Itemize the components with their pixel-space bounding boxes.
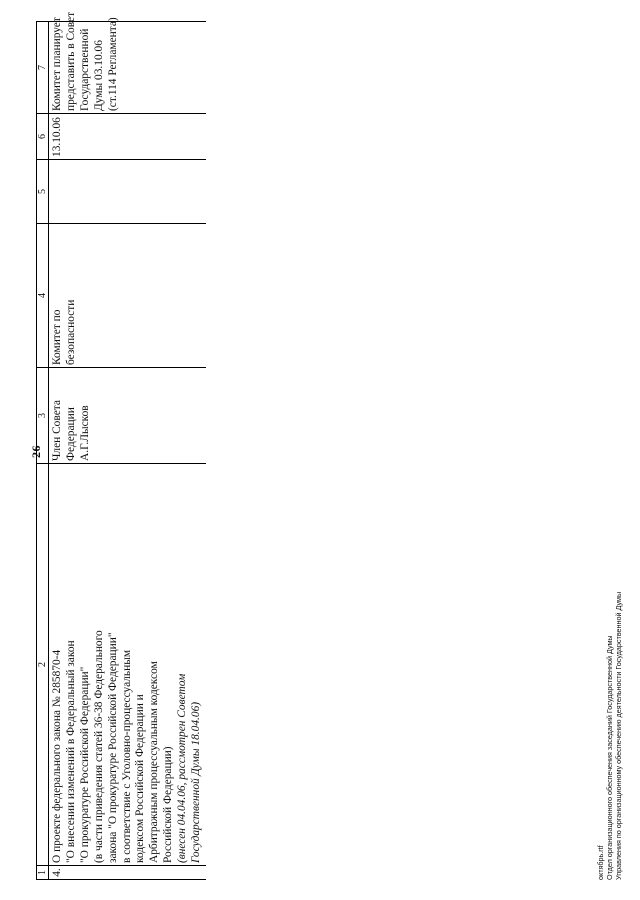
status-note-line: Комитет планирует: [51, 17, 63, 111]
bill-description-line: "О внесении изменений в Федеральный закон: [64, 640, 77, 863]
row-number: [49, 866, 206, 880]
bill-description-line: "О прокуратуре Российской Федерации": [78, 666, 91, 863]
row-number-text: 4.: [51, 868, 63, 877]
column-5-cell: [49, 160, 206, 224]
footer-department: Отдел организационного обеспечения заседаний Государственной Думы: [605, 635, 614, 880]
bills-table: [36, 11, 206, 880]
status-note-line: Государственной: [78, 28, 91, 111]
committee-line: Комитет по: [51, 309, 63, 365]
page-number: 26: [29, 445, 43, 458]
author-line: Федерации: [64, 407, 77, 461]
date-cell: [49, 114, 206, 160]
table-row: [49, 22, 206, 880]
bill-description-line: Российской Федерации): [162, 746, 175, 863]
status-note-line: представить в Совет: [64, 11, 77, 111]
page-footer: [596, 592, 623, 880]
bill-description-line: кодексом Российской Федерации и: [134, 694, 147, 863]
status-note-line: (ст.114 Регламента): [106, 17, 119, 111]
column-header-5: 5: [37, 160, 49, 224]
bill-description-cell: [49, 464, 206, 866]
author-line: Член Совета: [51, 400, 63, 461]
author-line: А.Г.Лысков: [78, 405, 91, 461]
bill-description-line: Арбитражным процессуальным кодексом: [148, 661, 161, 863]
bill-description-line: О проекте федерального закона № 285870-4: [51, 649, 63, 863]
column-header-7: 7: [37, 22, 49, 114]
bill-description-line: закона "О прокуратуре Российской Федерации": [106, 632, 119, 863]
bill-description-line: в соответствие с Уголовно-процессуальным: [120, 649, 133, 863]
status-note-line: Думы 03.10.06: [92, 40, 105, 111]
bill-description-line: (в части приведения статей 36-38 Федерального: [92, 630, 105, 863]
column-header-3: 3: [37, 368, 49, 464]
status-note-cell: [49, 11, 206, 114]
author-cell: [49, 368, 206, 464]
column-header-4: 4: [37, 224, 49, 368]
date-value: 13.10.06: [51, 117, 63, 157]
column-header-row: [37, 22, 49, 880]
footer-directorate: Управления по организационному обеспечению деятельности Государственной Думы: [614, 591, 623, 880]
committee-cell: [49, 224, 206, 368]
column-header-6: 6: [37, 114, 49, 160]
column-header-1: 1: [37, 866, 49, 880]
bill-note-line: (внесен 04.04.06, рассмотрен Советом: [176, 673, 189, 863]
committee-line: безопасности: [64, 299, 77, 365]
column-header-2: 2: [37, 464, 49, 866]
bill-note-line: Государственной Думы 18.04.06): [190, 701, 203, 863]
footer-filename: октябрь.rtf: [596, 845, 605, 880]
